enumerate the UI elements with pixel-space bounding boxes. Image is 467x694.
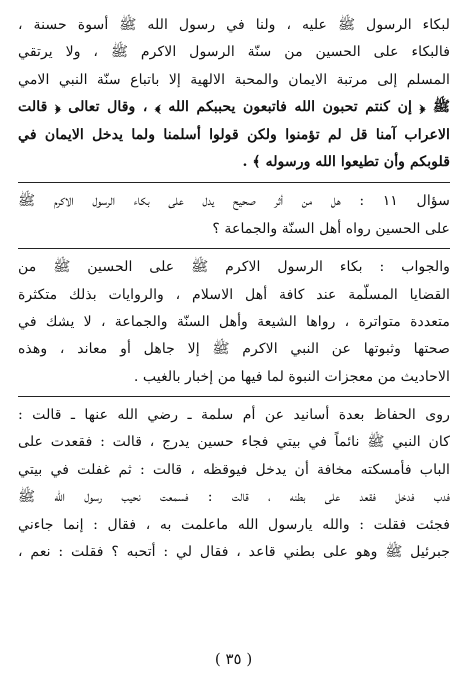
narration-line: الباب فأمسكته مخافة أن يدخل فيوقظه ، قالت : ثم غفلت في بيتي: [18, 461, 450, 478]
quran-verse-line: ﷺ ﴿ إن كنتم تحبون الله فاتبعون يحببكم الله ﴾ ، وقال تعالى ﴿ قالت: [18, 99, 450, 116]
text-line: فالبكاء على الحسين من سنّة الرسول الاكرم ﷺ ، ولا يرتقي: [18, 44, 450, 61]
section-divider: [18, 182, 450, 183]
answer-line: متعددة متواترة ، رواها الشيعة وأهل السنّة والجماعة ، لا يشك في: [18, 313, 450, 330]
question-line: على الحسين رواه أهل السنّة والجماعة ؟: [212, 220, 450, 237]
section-divider: [18, 248, 450, 249]
narration-line: كان النبي ﷺ نائماً في بيتي فجاء حسين يدرج ، قالت : فقعدت على: [18, 434, 450, 451]
question-block: [18, 188, 450, 243]
answer-line: صحتها وثبوتها عن النبي الاكرم ﷺ إلا جاهل أو معاند ، وهذه: [18, 341, 450, 358]
answer-line: والجواب : بكاء الرسول الاكرم ﷺ على الحسين ﷺ من: [18, 259, 450, 276]
page-body: [18, 12, 450, 566]
answer-line: الاحاديث من معجزات النبوة لما فيها من إخبار بالغيب .: [133, 368, 450, 385]
paragraph-intro: [18, 12, 450, 176]
narration-line: روى الحفاظ بعدة أسانيد عن أم سلمة ـ رضي الله عنها ـ قالت :: [18, 407, 450, 424]
narration-line: جبرئيل ﷺ وهو على بطني قاعد ، فقال لي : أتحبه ؟ فقلت : نعم ،: [18, 544, 450, 561]
section-divider: [18, 396, 450, 397]
text-line: المسلم إلى مرتبة الايمان والمحبة الالهية إلا باتباع سنّة النبي الامي: [18, 71, 450, 88]
narration-line: فدب فدخل فقعد على بطنه ، قالت : فسمعت نحيب رسول الله ﷺ: [18, 489, 450, 506]
quran-verse-line: الاعراب آمنا قل لم تؤمنوا ولكن قولوا أسلمنا ولما يدخل الايمان في: [18, 126, 450, 143]
page-number: ( ٣٥ ): [214, 650, 253, 668]
text-line: لبكاء الرسول ﷺ عليه ، ولنا في رسول الله ﷺ أسوة حسنة ،: [18, 17, 450, 33]
question-line: سؤال ١١ : هل من أثر صحيح يدل على بكاء الرسول الاكرم ﷺ: [18, 193, 450, 210]
answer-block: [18, 254, 450, 391]
narration-line: فجئت فقلت : والله يارسول الله ماعلمت به ، فقال : إنما جاءني: [18, 516, 450, 533]
quran-verse-line: قلوبكم وأن تطيعوا الله ورسوله ﴾ .: [242, 153, 450, 170]
answer-line: القضايا المسلّمة عند كافة أهل الاسلام ، والروايات بذلك متكثرة: [18, 286, 450, 303]
narration-block: [18, 402, 450, 566]
